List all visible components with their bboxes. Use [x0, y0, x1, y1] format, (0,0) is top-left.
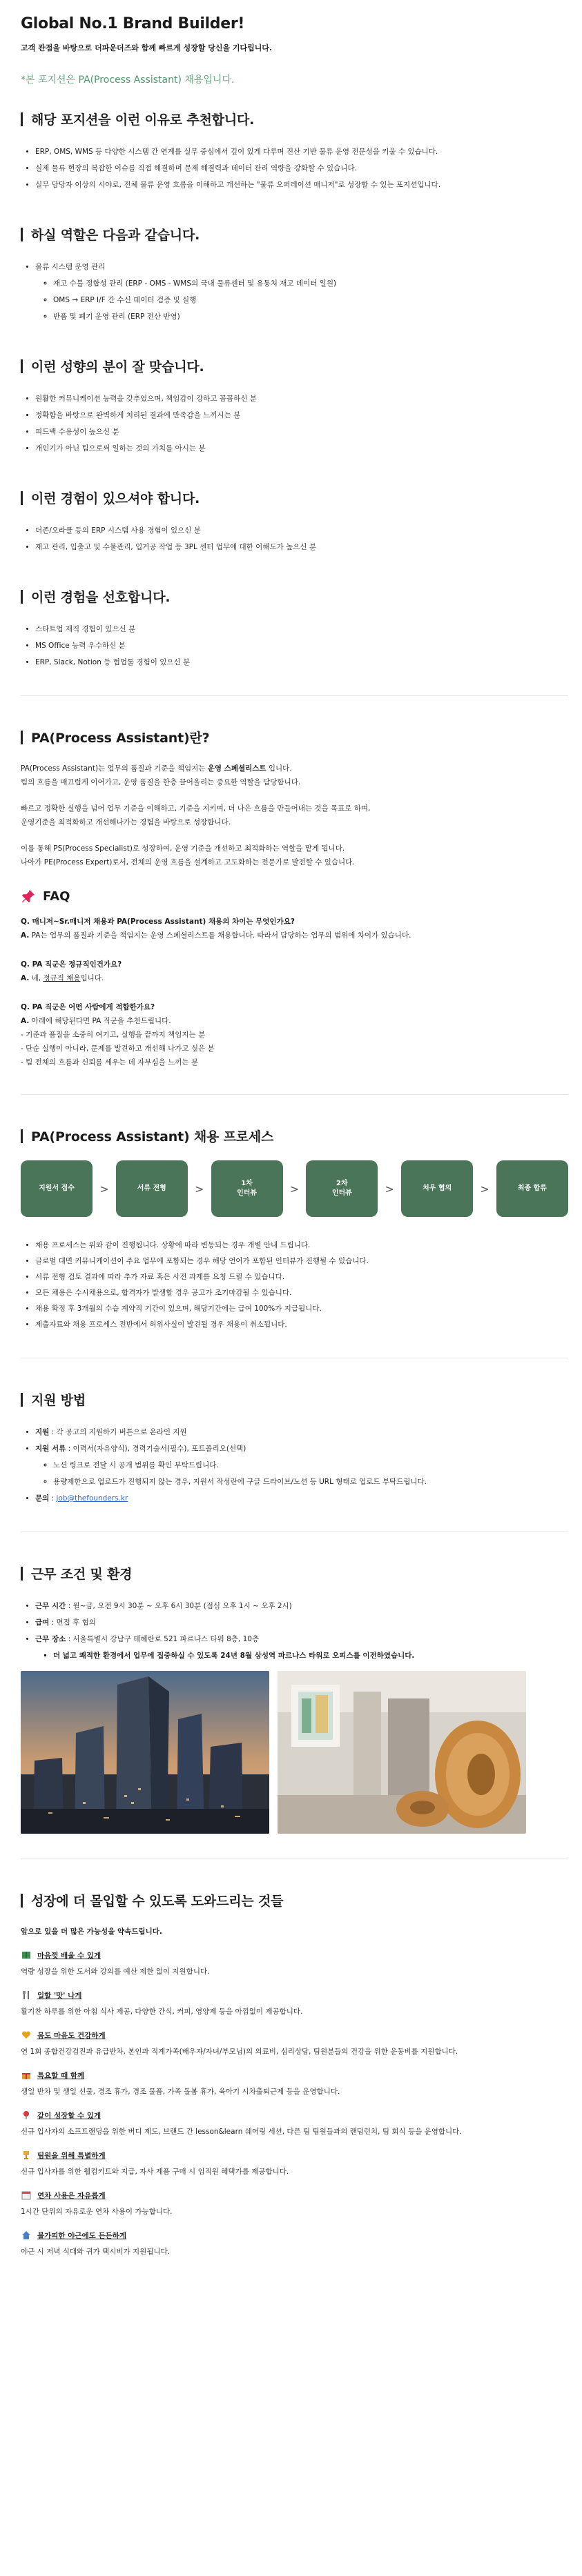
chevron-right-icon: > — [480, 1182, 489, 1196]
answer-text: 아래에 해당된다면 PA 직군을 추천드립니다. — [29, 1017, 171, 1025]
benefit-title: 일할 '맛' 나게 — [37, 1991, 82, 2000]
list-item: • 스타트업 재직 경험이 있으신 분 — [35, 621, 568, 637]
chevron-right-icon: > — [99, 1182, 109, 1196]
process-title: PA(Process Assistant) 채용 프로세스 — [31, 1129, 274, 1145]
work-title: 근무 조건 및 환경 — [31, 1567, 133, 1582]
faq-question: Q. PA 직군은 어떤 사람에게 적합한가요? — [21, 1003, 155, 1011]
list-item: • 글로벌 대면 커뮤니케이션이 주요 업무에 포함되는 경우 해당 언어가 포함된 인터뷰가 진행될 수 있습니다. — [35, 1254, 568, 1269]
pa-text: 빠르고 정확한 실행을 넘어 업무 기준을 이해하고, 기준을 지키며, 더 나은 흐름을 만들어내는 것을 목표로 하며, — [21, 804, 371, 813]
list-item: • 실무 담당자 이상의 시야로, 전체 물류 운영 흐름을 이해하고 개선하는 "물류 오퍼레이션 매니저"로 성장할 수 있는 포지션입니다. — [35, 177, 568, 193]
list-item: • MS Office 능력 우수하신 분 — [35, 637, 568, 654]
answer-label: A. — [21, 1017, 30, 1025]
role-title: 하실 역할은 다음과 같습니다. — [31, 228, 200, 243]
pa-text: 나아가 PE(Process Expert)로서, 전체의 운영 흐름을 설계하고 고도화하는 전문가로 발전할 수 있습니다. — [21, 858, 355, 866]
pa-emphasis: 운영 스페셜리스트 — [207, 764, 266, 773]
benefit-item — [21, 1950, 568, 1979]
heading-bar — [21, 1894, 23, 1908]
work-heading — [21, 1564, 568, 1583]
role-list — [21, 259, 568, 325]
benefit-title: 팀원을 위해 특별하게 — [37, 2151, 106, 2160]
regular-hire-text: 정규직 채용 — [43, 974, 81, 982]
pa-heading — [21, 728, 568, 746]
gift-icon — [21, 2070, 32, 2081]
list-item — [35, 1440, 568, 1490]
list-item — [35, 1631, 568, 1664]
benefit-description: 역량 성장을 위한 도서와 강의를 예산 제한 없이 지원합니다. — [21, 1968, 210, 1976]
chevron-right-icon: > — [385, 1182, 394, 1196]
list-item: • 서류 전형 검토 결과에 따라 추가 자료 혹은 사전 과제를 요청 드릴 수 있습니다. — [35, 1269, 568, 1285]
benefit-heading — [21, 2150, 568, 2161]
apply-sub-list — [35, 1457, 568, 1490]
calendar-icon — [21, 2190, 32, 2201]
faq-answer-line: - 팀 전체의 흐름과 신뢰를 세우는 데 자부심을 느끼는 분 — [21, 1058, 198, 1067]
item-text: : 서울특별시 강남구 테헤란로 521 파르나스 타워 8층, 10층 — [66, 1635, 260, 1643]
list-item: • ERP, OMS, WMS 등 다양한 시스템 간 연계를 실무 중심에서 깊이 있게 다루며 전산 기반 물류 운영 전문성을 키울 수 있습니다. — [35, 143, 568, 160]
list-item: ◦ 용량제한으로 업로드가 진행되지 않는 경우, 지원서 작성란에 구글 드라이브/노션 등 URL 형태로 업로드 부탁드립니다. — [53, 1474, 568, 1490]
list-item: ◦ 반품 및 폐기 운영 관리 (ERP 전산 반영) — [53, 308, 568, 325]
apply-list — [21, 1424, 568, 1507]
benefit-description: 1시간 단위의 자유로운 연차 사용이 가능합니다. — [21, 2208, 173, 2216]
heading-bar — [21, 359, 23, 373]
experience-title: 이런 경험이 있으셔야 합니다. — [31, 491, 200, 506]
list-item — [35, 1598, 568, 1614]
list-item: • 재고 관리, 입출고 및 수불관리, 입거공 작업 등 3PL 센터 업무에 대한 이해도가 높으신 분 — [35, 539, 568, 555]
benefit-title: 같이 성장할 수 있게 — [37, 2111, 101, 2120]
cutlery-icon — [21, 1990, 32, 2001]
role-heading — [21, 225, 568, 244]
position-notice: *본 포지션은 PA(Process Assistant) 채용입니다. — [21, 75, 235, 86]
benefit-heading — [21, 2030, 568, 2041]
lead-text: 고객 관점을 바탕으로 더파운더즈와 함께 빠르게 성장할 당신을 기다립니다. — [21, 43, 273, 52]
faq-title: FAQ — [43, 889, 70, 904]
list-item — [35, 1490, 568, 1507]
benefit-item — [21, 2030, 568, 2059]
process-heading — [21, 1127, 568, 1145]
benefit-item — [21, 2150, 568, 2179]
item-text: : — [49, 1494, 57, 1503]
book-icon — [21, 1950, 32, 1961]
faq-question: Q. PA 직군은 정규직인건가요? — [21, 960, 122, 969]
experience-list — [21, 522, 568, 555]
item-label: 지원 서류 — [35, 1445, 66, 1453]
process-step: 최종 합류 — [496, 1160, 568, 1217]
pa-paragraph-2 — [21, 802, 568, 829]
faq-answer-line: - 단순 실행이 아니라, 문제를 발견하고 개선해 나가고 싶은 분 — [21, 1044, 215, 1053]
list-item: • 제출자료와 채용 프로세스 전반에서 허위사실이 발견될 경우 채용이 취소됩니다. — [35, 1317, 568, 1333]
answer-text: 네, — [29, 974, 43, 982]
faq-answer-line: - 기준과 품질을 소중히 여기고, 실행을 끝까지 책임지는 분 — [21, 1031, 206, 1039]
pa-text: 이를 통해 PS(Process Specialist)로 성장하여, 운영 기준을 개선하고 최적화하는 역할을 맡게 됩니다. — [21, 844, 345, 853]
apply-heading — [21, 1390, 568, 1409]
item-label: 지원 — [35, 1428, 50, 1436]
benefit-description: 야근 시 저녁 식대와 귀가 택시비가 지원됩니다. — [21, 2248, 171, 2256]
process-step: 서류 전형 — [116, 1160, 188, 1217]
faq-item-1 — [21, 915, 568, 942]
list-item: • ERP, Slack, Notion 등 협업툴 경험이 있으신 분 — [35, 654, 568, 671]
answer-label: A. — [21, 974, 30, 982]
benefit-description: 신규 입사자를 위한 웰컴키트와 지급, 자사 제품 구매 시 임직원 혜택가를 제공합니다. — [21, 2168, 289, 2176]
benefit-title: 연차 사용은 자유롭게 — [37, 2191, 106, 2200]
office-photos — [21, 1671, 568, 1834]
list-item: ◦ 노션 링크로 전달 시 공개 범위를 확인 부탁드립니다. — [53, 1457, 568, 1474]
hiring-process-flow — [21, 1160, 568, 1217]
benefit-heading — [21, 1990, 568, 2001]
pin-icon — [21, 2110, 32, 2121]
faq-question: Q. 매니저~Sr.매니저 채용과 PA(Process Assistant) 채용의 차이는 무엇인가요? — [21, 918, 295, 926]
benefit-description: 신규 입사자의 소프트랜딩을 위한 버디 제도, 브랜드 간 lesson&learn 쉐어링 세션, 다른 팀 팀원들과의 랜덤런치, 팀 회식 등을 운영합니다. — [21, 2128, 462, 2136]
preferred-title: 이런 경험을 선호합니다. — [31, 590, 171, 605]
list-item: • 더존/오라클 등의 ERP 시스템 사용 경험이 있으신 분 — [35, 522, 568, 539]
work-list — [21, 1598, 568, 1664]
process-step: 처우 협의 — [401, 1160, 473, 1217]
benefit-item — [21, 2230, 568, 2259]
heading-bar — [21, 1567, 23, 1581]
faq-item-2 — [21, 958, 568, 985]
reason-list — [21, 143, 568, 193]
benefit-heading — [21, 2190, 568, 2201]
preferred-heading — [21, 587, 568, 606]
benefit-description: 활기찬 하루를 위한 아침 식사 제공, 다양한 간식, 커피, 영양제 등을 아낌없이 제공합니다. — [21, 2008, 303, 2016]
list-item: • 정확함을 바탕으로 완벽하게 처리된 결과에 만족감을 느끼시는 분 — [35, 407, 568, 424]
item-label: 문의 — [35, 1494, 50, 1503]
answer-label: A. — [21, 931, 30, 940]
role-main: 물류 시스템 운영 관리 — [35, 263, 106, 271]
list-item — [35, 1614, 568, 1631]
fit-list — [21, 390, 568, 457]
pa-text: PA(Process Assistant)는 업무의 품질과 기준을 책임지는 — [21, 764, 208, 773]
pa-paragraph-3 — [21, 842, 568, 869]
reason-heading — [21, 110, 568, 128]
process-step: 1차 인터뷰 — [211, 1160, 283, 1217]
pa-paragraph-1 — [21, 762, 568, 789]
heading-bar — [21, 590, 23, 604]
heading-bar — [21, 491, 23, 505]
experience-heading — [21, 488, 568, 507]
work-sub-list — [35, 1647, 568, 1664]
benefit-title: 마음껏 배울 수 있게 — [37, 1951, 101, 1960]
growth-intro: 앞으로 있을 더 많은 가능성을 약속드립니다. — [21, 1928, 162, 1936]
heading-bar — [21, 1129, 23, 1143]
section-divider — [21, 1094, 568, 1095]
trophy-icon — [21, 2150, 32, 2161]
chevron-right-icon: > — [289, 1182, 300, 1196]
page-title: Global No.1 Brand Builder! — [21, 15, 245, 32]
item-text: 더 넓고 쾌적한 환경에서 업무에 집중하실 수 있도록 24년 8월 삼성역 파르나스 타워로 오피스를 이전하였습니다. — [53, 1652, 415, 1660]
home-icon — [21, 2230, 32, 2241]
benefit-heading — [21, 2070, 568, 2081]
item-text: : 면접 후 협의 — [49, 1618, 96, 1627]
list-item: • 원활한 커뮤니케이션 능력을 갖추었으며, 책임감이 강하고 꼼꼼하신 분 — [35, 390, 568, 407]
list-item: • 개인기가 아닌 팀으로써 일하는 것의 가치를 아시는 분 — [35, 440, 568, 457]
list-item: • 모든 채용은 수시채용으로, 합격자가 발생할 경우 공고가 조기마감될 수 있습니다. — [35, 1285, 568, 1301]
benefit-item — [21, 2070, 568, 2099]
list-item: ◦ OMS → ERP I/F 간 수신 데이터 검증 및 실행 — [53, 292, 568, 308]
preferred-list — [21, 621, 568, 671]
heading-bar — [21, 731, 23, 744]
list-item: ◦ 재고 수불 정합성 관리 (ERP - OMS - WMS의 국내 물류센터 및 유통처 재고 데이터 일원) — [53, 275, 568, 292]
process-notes — [21, 1238, 568, 1333]
growth-title: 성장에 더 몰입할 수 있도록 도와드리는 것들 — [31, 1894, 284, 1909]
heading-bar — [21, 1393, 23, 1407]
benefit-title: 불가피한 야근에도 든든하게 — [37, 2231, 127, 2240]
apply-title: 지원 방법 — [31, 1393, 86, 1408]
heart-icon — [21, 2030, 32, 2041]
fit-title: 이런 성향의 분이 잘 맞습니다. — [31, 359, 204, 375]
pa-text: 운영기준을 최적화하고 개선해나가는 경험을 바탕으로 성장합니다. — [21, 818, 231, 826]
reason-title: 해당 포지션을 이런 이유로 추천합니다. — [31, 112, 255, 128]
heading-bar — [21, 228, 23, 241]
benefit-item — [21, 2190, 568, 2219]
benefit-heading — [21, 1950, 568, 1961]
faq-answer — [21, 1014, 568, 1028]
process-step: 지원서 접수 — [21, 1160, 93, 1217]
item-text: : 월~금, 오전 9시 30분 ~ 오후 6시 30분 (점심 오후 1시 ~ 오후 2시) — [66, 1602, 292, 1610]
process-step: 2차 인터뷰 — [306, 1160, 378, 1217]
answer-text: PA는 업무의 품질과 기준을 책임지는 운영 스페셜리스트를 채용합니다. 따라서 담당하는 업무의 범위에 차이가 있습니다. — [29, 931, 411, 940]
chevron-right-icon: > — [194, 1182, 204, 1196]
role-sub-list — [35, 275, 568, 325]
benefit-heading — [21, 2110, 568, 2121]
office-building-photo — [21, 1671, 269, 1834]
list-item: • 채용 확정 후 3개월의 수습 계약직 기간이 있으며, 해당기간에는 급여 100%가 지급됩니다. — [35, 1301, 568, 1317]
contact-email-link[interactable]: job@thefounders.kr — [56, 1494, 128, 1503]
fit-heading — [21, 357, 568, 375]
benefit-heading — [21, 2230, 568, 2241]
faq-answer — [21, 971, 568, 985]
section-divider — [21, 695, 568, 696]
heading-bar — [21, 112, 23, 126]
pushpin-icon — [21, 889, 36, 904]
faq-item-3 — [21, 1000, 568, 1069]
pa-text: 팀의 흐름을 매끄럽게 이어가고, 운영 품질을 한층 끌어올리는 중요한 역할을 담당합니다. — [21, 778, 301, 786]
item-label: 근무 장소 — [35, 1635, 66, 1643]
office-lobby-photo — [278, 1671, 526, 1834]
list-item — [35, 259, 568, 325]
list-item — [53, 1647, 568, 1664]
item-label: 근무 시간 — [35, 1602, 66, 1610]
list-item: • 채용 프로세스는 위와 같이 진행됩니다. 상황에 따라 변동되는 경우 개별 안내 드립니다. — [35, 1238, 568, 1254]
faq-answer — [21, 929, 568, 942]
benefit-item — [21, 1990, 568, 2019]
pa-title: PA(Process Assistant)란? — [31, 731, 210, 746]
benefit-description: 연 1회 종합건강검진과 유급반차, 본인과 직계가족(배우자/자녀/부모님)의 의료비, 심리상담, 팀원분들의 건강을 위한 운동비를 지원합니다. — [21, 2048, 458, 2056]
answer-text: 입니다. — [80, 974, 104, 982]
list-item: • 피드백 수용성이 높으신 분 — [35, 424, 568, 440]
benefit-title: 몸도 마음도 건강하게 — [37, 2031, 106, 2040]
item-text: : 이력서(자유양식), 경력기술서(필수), 포트폴리오(선택) — [66, 1445, 246, 1453]
benefit-description: 생일 반차 및 생일 선물, 경조 휴가, 경조 물품, 가족 돌봄 휴가, 육아기 시차출퇴근제 등을 운영합니다. — [21, 2088, 340, 2096]
item-label: 급여 — [35, 1618, 50, 1627]
pa-text: 입니다. — [266, 764, 292, 773]
growth-heading — [21, 1891, 568, 1910]
benefit-title: 특요할 때 함께 — [37, 2071, 85, 2080]
faq-heading — [21, 889, 568, 904]
benefit-item — [21, 2110, 568, 2139]
list-item — [35, 1424, 568, 1440]
item-text: : 각 공고의 지원하기 버튼으로 온라인 지원 — [49, 1428, 187, 1436]
list-item: • 실제 물류 현장의 복잡한 이슈를 직접 해결하며 문제 해결력과 데이터 관리 역량을 강화할 수 있습니다. — [35, 160, 568, 177]
